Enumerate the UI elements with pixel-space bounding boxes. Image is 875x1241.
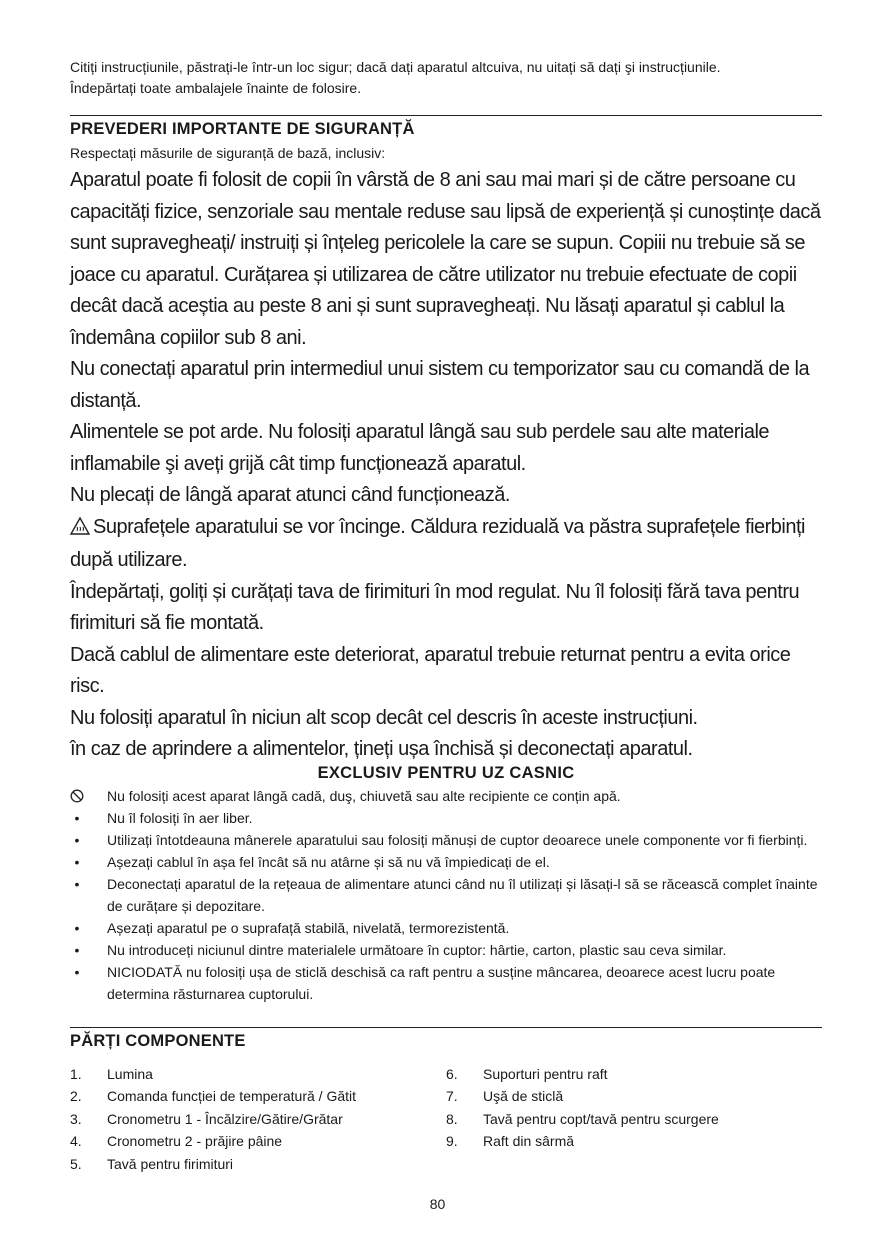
parts-list — [70, 1063, 822, 1176]
safety-paragraph: Suprafețele aparatului se vor încinge. Căldura reziduală va păstra suprafețele fierbinți după utilizare. — [70, 515, 805, 571]
safety-subtitle: Respectați măsurile de siguranță de bază, inclusiv: — [70, 145, 386, 161]
list-item: 2. Comanda funcției de temperatură / Gătit — [70, 1088, 357, 1105]
parts-column-left — [70, 1063, 446, 1176]
bullet-mark: • — [74, 941, 80, 958]
bullet-mark: • — [74, 831, 80, 848]
bullet-mark: • — [74, 919, 80, 936]
parts-column-right — [446, 1063, 822, 1176]
section-divider — [70, 115, 822, 116]
page-number: 80 — [429, 1196, 446, 1212]
list-item: • Nu îl folosiți în aer liber. — [70, 807, 822, 829]
safety-paragraph: Nu conectați aparatul prin intermediul unui sistem cu temporizator sau cu comandă de la distanță. — [70, 358, 810, 412]
safety-paragraph: Îndepărtați, goliți și curățați tava de firimituri în mod regulat. Nu îl folosiți fără tava pentru firimituri să fie montată. — [70, 580, 800, 634]
bullet-mark: • — [74, 963, 80, 980]
list-item: • Utilizați întotdeauna mânerele aparatului sau folosiți mănuși de cuptor deoarece unele componente vor fi fierbinți. — [70, 829, 822, 851]
list-item: • NICIODATĂ nu folosiți ușa de sticlă deschisă ca raft pentru a susține mâncarea, deoarece acest lucru poate determina răsturnarea cuptorului. — [70, 961, 822, 1005]
list-item: • Așezați cablul în așa fel încât să nu atârne și să nu vă împiedicați de el. — [70, 851, 822, 873]
list-item: 1. Lumina — [70, 1065, 153, 1082]
document-page — [70, 57, 822, 1175]
safety-paragraph-hot — [70, 512, 822, 577]
intro — [70, 57, 822, 99]
hot-surface-warning-icon — [70, 514, 90, 546]
list-item: 3. Cronometru 1 - Încălzire/Gătire/Grătar — [70, 1110, 343, 1127]
safety-paragraphs — [70, 165, 822, 766]
safety-paragraph: Dacă cablul de alimentare este deteriorat, aparatul trebuie returnat pentru a evita orice risc. — [70, 643, 791, 697]
list-item: • Așezați aparatul pe o suprafață stabilă, nivelată, termorezistentă. — [70, 917, 822, 939]
list-item: 7. Uşă de sticlă — [446, 1088, 564, 1105]
safety-paragraph: Aparatul poate fi folosit de copii în vârstă de 8 ani sau mai mari și de către persoane cu capacități fizice, senzoriale sau mentale reduse sau lipsă de experiență și cunoștințe dacă sunt supravegheați/ instruiți și înțeleg pericolele la care se supun. Copiii nu trebuie să se joace cu aparatul. Curățarea și utilizarea de către utilizator nu trebuie efectuate de copii decât dacă aceștia au peste 8 ani și sunt supravegheați. Nu lăsați aparatul și cablul la îndemâna copiilor sub 8 ani. — [70, 169, 821, 349]
bullet-mark: • — [74, 853, 80, 870]
list-item: • Deconectați aparatul de la rețeaua de alimentare atunci când nu îl utilizați și lăsați-l să se răcească complet înainte de curățare și depozitare. — [70, 873, 822, 917]
list-item: 5. Tavă pentru firimituri — [70, 1155, 234, 1172]
household-heading: EXCLUSIV PENTRU UZ CASNIC — [317, 763, 575, 782]
bullet-mark: • — [74, 809, 80, 826]
safety-bullets — [70, 785, 822, 1005]
intro-line: Îndepărtați toate ambalajele înainte de folosire. — [70, 80, 362, 96]
safety-paragraph: în caz de aprindere a alimentelor, țineți ușa închisă și deconectați aparatul. — [70, 738, 693, 760]
list-item: Nu folosiți acest aparat lângă cadă, duş, chiuvetă sau alte recipiente ce conțin apă. — [70, 785, 822, 807]
list-item: 8. Tavă pentru copt/tavă pentru scurgere — [446, 1110, 719, 1127]
list-item: • Nu introduceți niciunul dintre materialele următoare în cuptor: hârtie, carton, plastic sau ceva similar. — [70, 939, 822, 961]
section-divider — [70, 1027, 822, 1028]
list-item: 6. Suporturi pentru raft — [446, 1065, 608, 1082]
safety-heading: PREVEDERI IMPORTANTE DE SIGURANȚĂ — [70, 120, 415, 138]
no-water-icon — [70, 785, 84, 807]
list-item: 9. Raft din sârmă — [446, 1133, 575, 1150]
bullet-mark: • — [74, 875, 80, 892]
safety-paragraph: Alimentele se pot arde. Nu folosiți aparatul lângă sau sub perdele sau alte materiale inflamabile şi aveți grijă cât timp funcționează aparatul. — [70, 421, 770, 475]
intro-line: Citiți instrucțiunile, păstrați-le într-un loc sigur; dacă dați aparatul altcuiva, nu uitați să dați şi instrucțiunile. — [70, 59, 721, 75]
parts-heading: PĂRȚI COMPONENTE — [70, 1031, 246, 1050]
list-item: 4. Cronometru 2 - prăjire pâine — [70, 1133, 283, 1150]
safety-paragraph: Nu plecați de lângă aparat atunci când funcționează. — [70, 484, 510, 506]
safety-paragraph: Nu folosiți aparatul în niciun alt scop decât cel descris în aceste instrucțiuni. — [70, 706, 698, 729]
